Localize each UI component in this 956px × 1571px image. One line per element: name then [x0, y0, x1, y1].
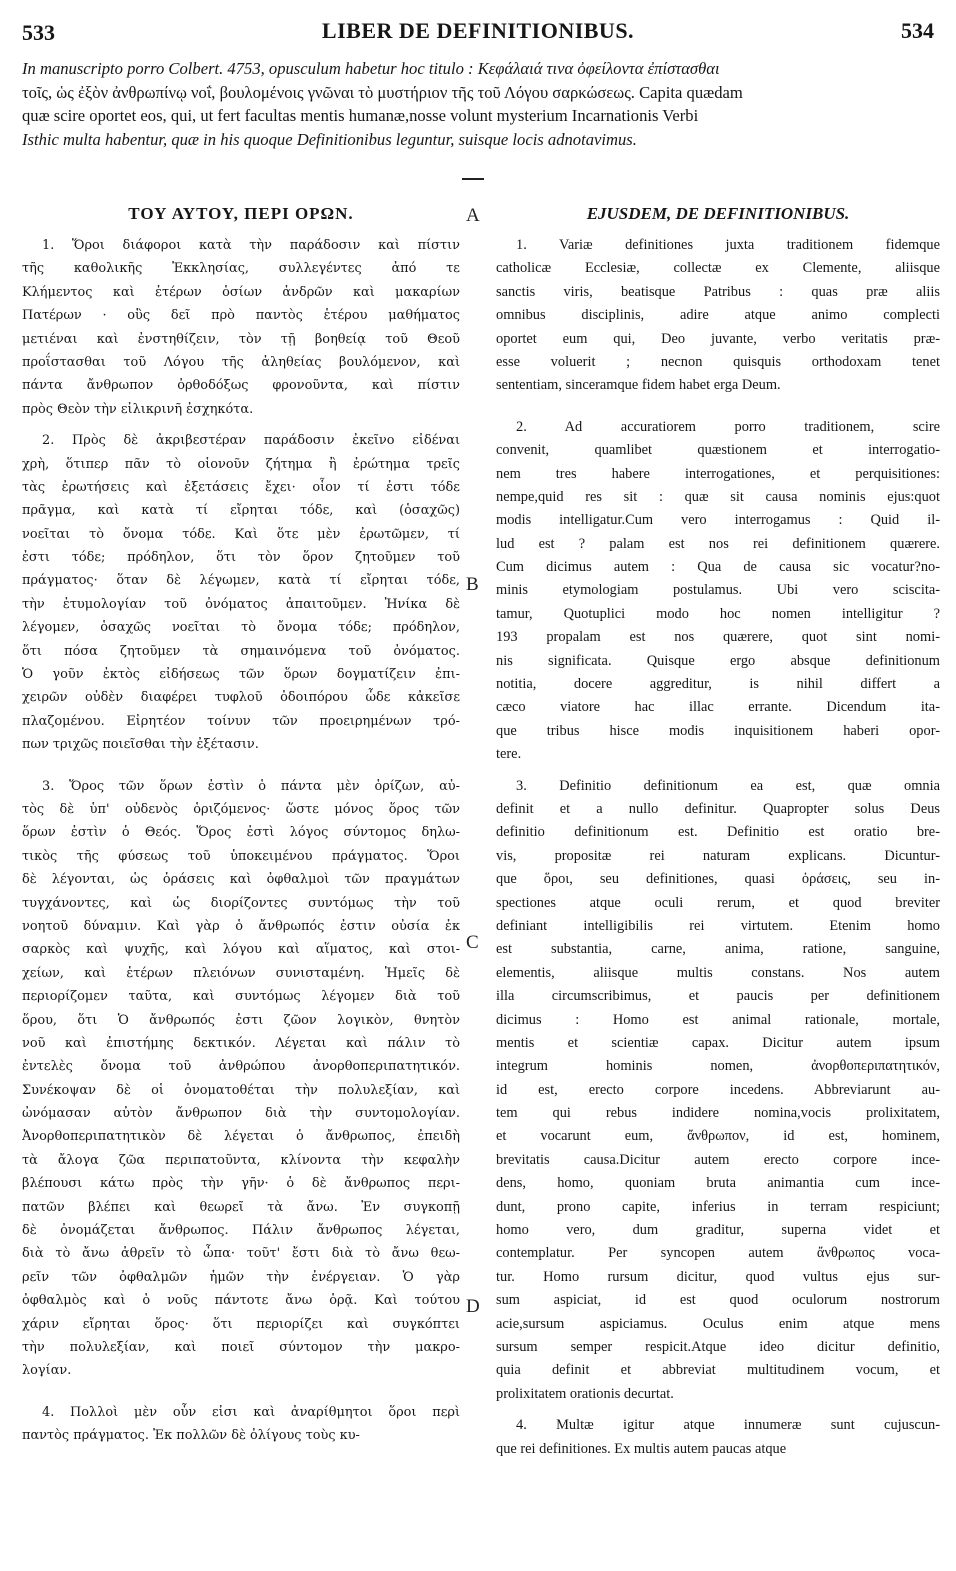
- text-line: διὰ τὸ ἄνω ἀθρεῖν τὸ ὦπα· τοῦτ' ἔστι διὰ τὸ ἄνω θεω-: [22, 1246, 460, 1262]
- text-line: notitia, docere aggreditur, is nihil differt a: [496, 676, 940, 693]
- text-line: πατῶν βλέπει καὶ θεωρεῖ τὰ ἄνω. Ἐν συγκοπῇ: [22, 1199, 460, 1215]
- text-line: πλαζομένου. Εἰρητέον τοίνυν τῶν προειρημένων τρό-: [22, 713, 460, 729]
- text-line: 4. Multæ igitur atque innumeræ sunt cujuscun-: [516, 1417, 940, 1434]
- text-line: est substantia, carne, anima, ratione, sanguine,: [496, 941, 940, 958]
- text-line: 2. Ad accuratiorem porro traditionem, scire: [516, 418, 940, 435]
- latin-column: [496, 200, 940, 1461]
- text-line: homo vero, dum graditur, superna videt et: [496, 1222, 940, 1239]
- text-line: Ὁ γοῦν ἐκτὸς εἰδήσεως τῶν ὅρων δογματίζειν ἐπι-: [22, 667, 460, 683]
- paragraph-4: [22, 1401, 460, 1448]
- text-line: minis etymologiam postulamus. Ubi vero sciscita-: [496, 582, 940, 599]
- text-line: τὴν ἐτυμολογίαν τοῦ ὀνόματος ἀπαιτοῦμεν. Ἡνίκα δὲ: [22, 596, 460, 612]
- text-line: τικὸς τῆς φύσεως τοῦ ὑποκειμένου πράγματος. Ὅροι: [22, 848, 460, 864]
- text-line: τὰς ἐρωτήσεις καὶ ἐξετάσεις ἔχει· οἷον τί ἐστι τόδε: [22, 479, 460, 495]
- text-line: mentis et scientiæ capax. Dicitur autem ipsum: [496, 1034, 940, 1051]
- running-header: [22, 18, 934, 48]
- text-line: ὀφθαλμὸς καὶ ὁ νοῦς πάντοτε ἄνω ὁρᾷ. Καὶ τούτου: [22, 1293, 460, 1309]
- intro-line: τοῖς, ὡς ἐξὸν ἀνθρωπίνῳ νοΐ, βουλομένοις γνῶναι τὸ μυστήριον τῆς τοῦ Λόγου σαρκώσεως. Capita quædam: [22, 82, 743, 102]
- text-line: τὰ ἄλογα ζῶα περιπατοῦντα, κλίνοντα τὴν κεφαλὴν: [22, 1152, 460, 1168]
- intro-line: In manuscripto porro Colbert. 4753, opusculum habetur hoc titulo : Κεφάλαιά τινα ὀφείλοντα ἐπίστασθαι: [22, 59, 720, 78]
- text-line: sententiam, sinceramque fidem habet erga Deum.: [496, 377, 781, 394]
- margin-letter-b: B: [466, 574, 479, 595]
- text-line: ὠνόμασαν αὐτὸν ἄνθρωπον διὰ τὴν συντομολογίαν.: [22, 1106, 460, 1122]
- text-line: et vocarunt eum, ἄνθρωπον, id est, hominem,: [496, 1128, 940, 1145]
- text-line: oportet eum qui, Deo juvante, verbo veritatis præ-: [496, 330, 940, 347]
- paragraph-2: [22, 429, 460, 756]
- text-line: que rei definitiones. Ex multis autem paucas atque: [496, 1440, 787, 1457]
- text-line: nis significata. Quisque ergo absque definitionum: [496, 652, 940, 669]
- text-line: ρεῖν τῶν ὀφθαλμῶν ἡμῶν τὴν ἐνέργειαν. Ὁ γὰρ: [22, 1269, 460, 1285]
- text-line: τυγχάνοντες, καὶ ὡς διορίζοντες συντόμως τὴν τοῦ: [22, 895, 460, 911]
- text-line: 1. Variæ definitiones juxta traditionem fidemque: [516, 237, 940, 253]
- right-page-number: 534: [901, 18, 934, 43]
- text-line: περιορίζομεν ταῦτα, καὶ συντόμως λέγομεν διὰ τοῦ: [22, 989, 460, 1005]
- text-line: lud est ? palam est nos rei definitionem quærere.: [496, 535, 940, 552]
- text-line: πρὸς Θεὸν τὴν εἰλικρινῆ ἐσχηκότα.: [22, 401, 254, 417]
- text-line: prolixitatem orationis decurtat.: [496, 1385, 674, 1402]
- margin-letter-c: C: [466, 932, 479, 953]
- text-line: convenit, quamlibet quæstionem et interrogatio-: [496, 442, 940, 459]
- greek-column: [22, 200, 460, 1448]
- text-line: τὸς δὲ ὑπ' οὐδενὸς ὁριζόμενος· ὥστε μόνος ὅρος τῶν: [22, 801, 460, 817]
- text-line: omnibus disciplinis, adire atque animo complecti: [496, 307, 940, 324]
- paragraph-1: [22, 234, 460, 421]
- text-line: πάντα ἄνθρωπον ὀρθοδόξως φρονοῦντα, καὶ πίστιν: [22, 378, 460, 394]
- text-line: sanctis viris, beatisque Patribus : quas præ aliis: [496, 283, 940, 300]
- intro-note: [22, 57, 934, 151]
- text-line: Κλήμεντος καὶ ἑτέρων ὁσίων ἀνδρῶν καὶ μακαρίων: [22, 284, 460, 300]
- text-line: νοεῖται τὸ ὄνομα τόδε. Καὶ ὅτε μὲν ἐρωτῶμεν, τί: [22, 526, 460, 542]
- greek-heading: ΤΟΥ ΑΥΤΟΥ, ΠΕΡΙ ΟΡΩΝ.: [128, 204, 354, 223]
- text-line: ἐστι τόδε; πρόδηλον, ὅτι τὸν ὅρον ζητοῦμεν τοῦ: [22, 550, 460, 566]
- text-line: sum aspiciat, id est quod oculorum nostrorum: [496, 1292, 940, 1309]
- text-line: modis intelligatur.Cum vero interrogamus : Quid il-: [496, 512, 940, 529]
- text-line: μετιέναι καὶ ἐνστηθίζειν, τὸν τῇ βοηθείᾳ τοῦ Θεοῦ: [22, 331, 460, 347]
- text-line: tur. Homo rursum dicitur, quod vultus ejus sur-: [496, 1268, 940, 1285]
- text-line: illa circumscribimus, et paucis per definitionem: [496, 988, 940, 1005]
- text-line: que tribus hisce modis inquisitionem haberi opor-: [496, 722, 940, 739]
- text-line: dunt, prono capite, inferius in terram respiciunt;: [496, 1198, 940, 1215]
- text-line: νοῦ καὶ ἐπιστήμης δεκτικόν. Λέγεται καὶ πάλιν τὸ: [22, 1035, 460, 1051]
- text-line: τὴν πολυλεξίαν, καὶ ποιεῖ σύντομον τὴν μακρο-: [22, 1339, 460, 1355]
- text-line: Συνέκοψαν δὲ οἱ ὀνοματοθέται τὴν πολυλεξίαν, καὶ: [22, 1082, 460, 1098]
- text-line: βλέπουσι κάτω πρὸς τὴν γῆν· ὁ δὲ ἄνθρωπος περι-: [22, 1176, 460, 1192]
- text-line: ἐντελὲς ὄνομα τοῦ ἀνθρώπου ἀνορθοπεριπατητικόν.: [22, 1059, 460, 1075]
- text-line: 3. Definitio definitionum ea est, quæ omnia: [516, 777, 940, 794]
- text-line: definiant intelligibilis rei virtutem. Etenim homo: [496, 917, 940, 934]
- text-line: acie,sursum aspiciamus. Oculus enim atque mens: [496, 1315, 940, 1332]
- text-line: ὅτι πόσα ζητοῦμεν τὰ σημαινόμενα τοῦ ὀνόματος.: [22, 643, 460, 659]
- intro-line: quæ scire oportet eos, qui, ut fert facultas mentis humanæ,nosse volunt mysterium Incarnationis Verbi: [22, 106, 699, 125]
- text-line: χάριν εἴρηται ὅρος· ὅτι περιορίζει καὶ συγκόπτει: [22, 1316, 460, 1332]
- text-line: catholicæ Ecclesiæ, collectæ ex Clemente, aliisque: [496, 260, 940, 277]
- text-line: χείων, καὶ ἑτέρων πλειόνων συνισταμένη. Ἡμεῖς δὲ: [22, 965, 460, 981]
- section-divider: [462, 178, 484, 180]
- text-line: 3. Ὅρος τῶν ὅρων ἐστὶν ὁ πάντα μὲν ὁρίζων, αὐ-: [42, 778, 460, 794]
- text-line: 1. Ὅροι διάφοροι κατὰ τὴν παράδοσιν καὶ πίστιν: [42, 238, 460, 253]
- margin-letter-d: D: [466, 1296, 480, 1317]
- text-line: προΐστασθαι τοῦ Λόγου τῆς ἀληθείας βουλόμενον, καὶ: [22, 354, 460, 370]
- left-page-number: 533: [22, 20, 55, 45]
- text-line: cæco viatore hac illac errante. Dicendum ita-: [496, 699, 940, 716]
- running-title: LIBER DE DEFINITIONIBUS.: [321, 18, 635, 43]
- text-line: δὲ ὀνομάζεται ἄνθρωπος. Πάλιν ἄνθρωπος λέγεται,: [22, 1223, 460, 1239]
- text-line: χρὴ, ὅτιπερ πᾶν τὸ οἱονοῦν ζήτημα ἢ ἐρώτημα τρεῖς: [22, 456, 460, 472]
- text-line: παντὸς πράγματος. Ἐκ πολλῶν δὲ ὀλίγους τοὺς κυ-: [22, 1428, 360, 1444]
- text-line: ὅρων ἐστὶν ὁ Θεός. Ὅρος ἐστὶ λόγος σύντομος δηλω-: [22, 825, 460, 841]
- text-line: brevitatis causa.Dicitur autem erecto corpore ince-: [496, 1151, 940, 1168]
- text-line: λογίαν.: [22, 1363, 72, 1379]
- text-line: χειρῶν οὐδὲν διαφέρει τυφλοῦ ὁδοιπόρου ὧδε κἀκεῖσε: [22, 690, 460, 706]
- text-line: 193 propalam est nos quærere, quot sint nomi-: [496, 629, 940, 646]
- text-line: πράγματος· ὅταν δὲ λέγωμεν, κατὰ τί εἴρηται τόδε,: [22, 573, 460, 589]
- text-line: tere.: [496, 746, 522, 763]
- paragraph-1: [496, 234, 940, 398]
- paragraph-3: [496, 775, 940, 1407]
- text-line: definitio definitionum est. Definitio est oratio bre-: [496, 824, 940, 841]
- margin-letter-a: A: [466, 205, 480, 226]
- text-line: tamur, Quotuplici modo hoc nomen intelligitur ?: [496, 605, 940, 622]
- text-line: λέγομεν, ὁσαχῶς νοεῖται τὸ ὄνομα τόδε; πρόδηλον,: [22, 620, 460, 636]
- text-line: 4. Πολλοὶ μὲν οὖν εἰσι καὶ ἀναρίθμητοι ὅροι περὶ: [42, 1404, 460, 1420]
- paragraph-4: [496, 1414, 940, 1461]
- intro-line: Isthic multa habentur, quæ in his quoque Definitionibus leguntur, suisque locis adnotavimus.: [22, 129, 637, 149]
- text-line: Ἀνορθοπεριπατητικὸν δὲ λέγεται ὁ ἄνθρωπος, ἐπειδὴ: [22, 1129, 460, 1145]
- text-line: νοητοῦ δύναμιν. Καὶ γὰρ ὁ ἄνθρωπός ἐστιν οὐσία ἐκ: [22, 918, 460, 934]
- text-line: δὲ λέγονται, ὡς ὁράσεις καὶ ὀφθαλμοὶ τῶν πραγμάτων: [22, 872, 460, 888]
- text-line: contemplatur. Per syncopen autem ἄνθρωπος voca-: [496, 1245, 940, 1262]
- text-line: πων τριχῶς ποιεῖσθαι τὴν ἐξέτασιν.: [22, 737, 259, 753]
- text-line: dicimus : Homo est animal rationale, mortale,: [496, 1011, 940, 1028]
- text-line: elementis, aliisque multis constans. Nos autem: [496, 964, 940, 981]
- text-line: spectiones atque oculi rerum, et quod breviter: [496, 894, 940, 911]
- text-line: que ὅροι, seu definitiones, quasi ὁράσεις, seu in-: [496, 871, 940, 888]
- text-line: definit et a nullo definitur. Quapropter solus Deus: [496, 800, 940, 817]
- text-line: integrum hominis nomen, ἀνορθοπεριπατητικόν,: [496, 1058, 940, 1075]
- text-line: quia definit et abbreviat multitudinem vocum, et: [496, 1362, 940, 1379]
- text-line: Πατέρων · οὓς δεῖ πρὸ παντὸς ἑτέρου μαθήματος: [22, 308, 460, 324]
- text-line: tem qui rebus indidere nomina,vocis prolixitatem,: [496, 1105, 940, 1122]
- text-line: nem tres habere interrogationes, et perquisitiones:: [496, 465, 940, 482]
- text-line: ὅρου, ὅτι Ὁ ἄνθρωπός ἐστι ζῶον λογικὸν, θνητὸν: [22, 1012, 460, 1028]
- text-line: πρᾶγμα, καὶ κατὰ τί εἴρηται τόδε, καὶ (ὁσαχῶς): [22, 503, 460, 519]
- text-line: 2. Πρὸς δὲ ἀκριβεστέραν παράδοσιν ἐκεῖνο εἰδέναι: [42, 433, 460, 449]
- text-line: nempe,quid res sit : quæ sit causa nominis ejus:quot: [496, 488, 940, 505]
- text-line: τῆς καθολικῆς Ἐκκλησίας, συλλεγέντες ἀπό τε: [22, 261, 460, 277]
- text-line: dens, homo, quoniam bruta animantia cum ince-: [496, 1175, 940, 1192]
- text-line: sursum semper respicit.Atque ideo dicitur definitio,: [496, 1338, 940, 1355]
- text-line: Cum dicimus autem : Qua de causa sic vocatur?no-: [496, 559, 940, 576]
- text-line: esse voluerit ; necnon quisquis orthodoxam tenet: [496, 353, 940, 370]
- text-line: vis, propositæ rei naturam explicans. Dicuntur-: [496, 847, 940, 864]
- text-line: id est, erecto corpore incedens. Abbreviarunt au-: [496, 1081, 940, 1098]
- paragraph-2: [496, 416, 940, 767]
- text-line: σαρκὸς καὶ ψυχῆς, καὶ λόγου καὶ αἵματος, καὶ στοι-: [22, 942, 460, 958]
- latin-heading: EJUSDEM, DE DEFINITIONIBUS.: [586, 204, 850, 223]
- paragraph-3: [22, 775, 460, 1383]
